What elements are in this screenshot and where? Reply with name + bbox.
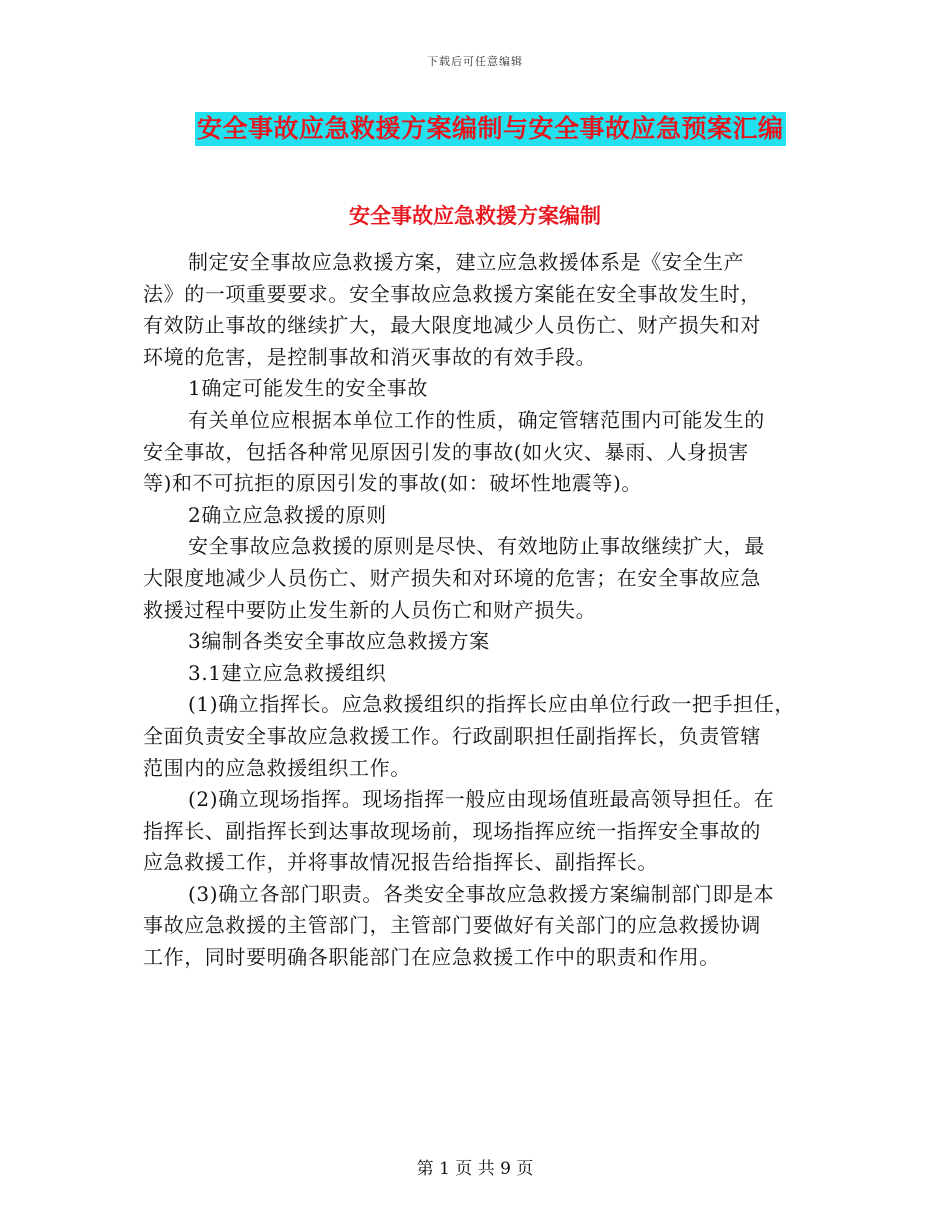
text-line: 应急救援工作，并将事故情况报告给指挥长、副指挥长。 (143, 850, 658, 875)
text-line: 等)和不可抗拒的原因引发的事故(如：破坏性地震等)。 (143, 471, 643, 496)
text-line: 范围内的应急救援组织工作。 (143, 755, 411, 780)
text-line: 法》的一项重要要求。安全事故应急救援方案能在安全事故发生时， (143, 281, 761, 306)
text-line: 事故应急救援的主管部门，主管部门要做好有关部门的应急救援协调 (143, 913, 761, 938)
text-line: 有效防止事故的继续扩大，最大限度地减少人员伤亡、财产损失和对 (143, 313, 761, 338)
text-line: (3)确立各部门职责。各类安全事故应急救援方案编制部门即是本 (188, 881, 775, 906)
text-line: 全面负责安全事故应急救援工作。行政副职担任副指挥长，负责管辖 (143, 723, 761, 748)
text-line: 救援过程中要防止发生新的人员伤亡和财产损失。 (143, 597, 597, 622)
text-line: 1确定可能发生的安全事故 (188, 376, 428, 401)
text-line: 大限度地减少人员伤亡、财产损失和对环境的危害；在安全事故应急 (143, 565, 761, 590)
document-title: 安全事故应急救援方案编制与安全事故应急预案汇编 (195, 112, 786, 146)
text-line: (2)确立现场指挥。现场指挥一般应由现场值班最高领导担任。在 (188, 787, 775, 812)
text-line: 制定安全事故应急救援方案，建立应急救援体系是《安全生产 (188, 250, 745, 274)
text-line: 3编制各类安全事故应急救援方案 (188, 629, 490, 654)
body-text (143, 247, 823, 974)
text-line: 2确立应急救援的原则 (188, 502, 387, 527)
page-footer: 第 1 页 共 9 页 (416, 1159, 534, 1179)
text-line: 指挥长、副指挥长到达事故现场前，现场指挥应统一指挥安全事故的 (143, 818, 761, 843)
page-header: 下载后可任意编辑 (427, 55, 523, 68)
text-line: 3.1建立应急救援组织 (188, 660, 387, 685)
section-title: 安全事故应急救援方案编制 (349, 204, 601, 228)
text-line: 工作，同时要明确各职能部门在应急救援工作中的职责和作用。 (143, 945, 720, 970)
text-line: 安全事故，包括各种常见原因引发的事故(如火灾、暴雨、人身损害 (143, 439, 749, 464)
text-line: 环境的危害，是控制事故和消灭事故的有效手段。 (143, 344, 597, 369)
text-line: (1)确立指挥长。应急救援组织的指挥长应由单位行政一把手担任， (188, 692, 795, 717)
text-line: 有关单位应根据本单位工作的性质，确定管辖范围内可能发生的 (188, 407, 765, 432)
text-line: 安全事故应急救援的原则是尽快、有效地防止事故继续扩大，最 (188, 534, 765, 559)
